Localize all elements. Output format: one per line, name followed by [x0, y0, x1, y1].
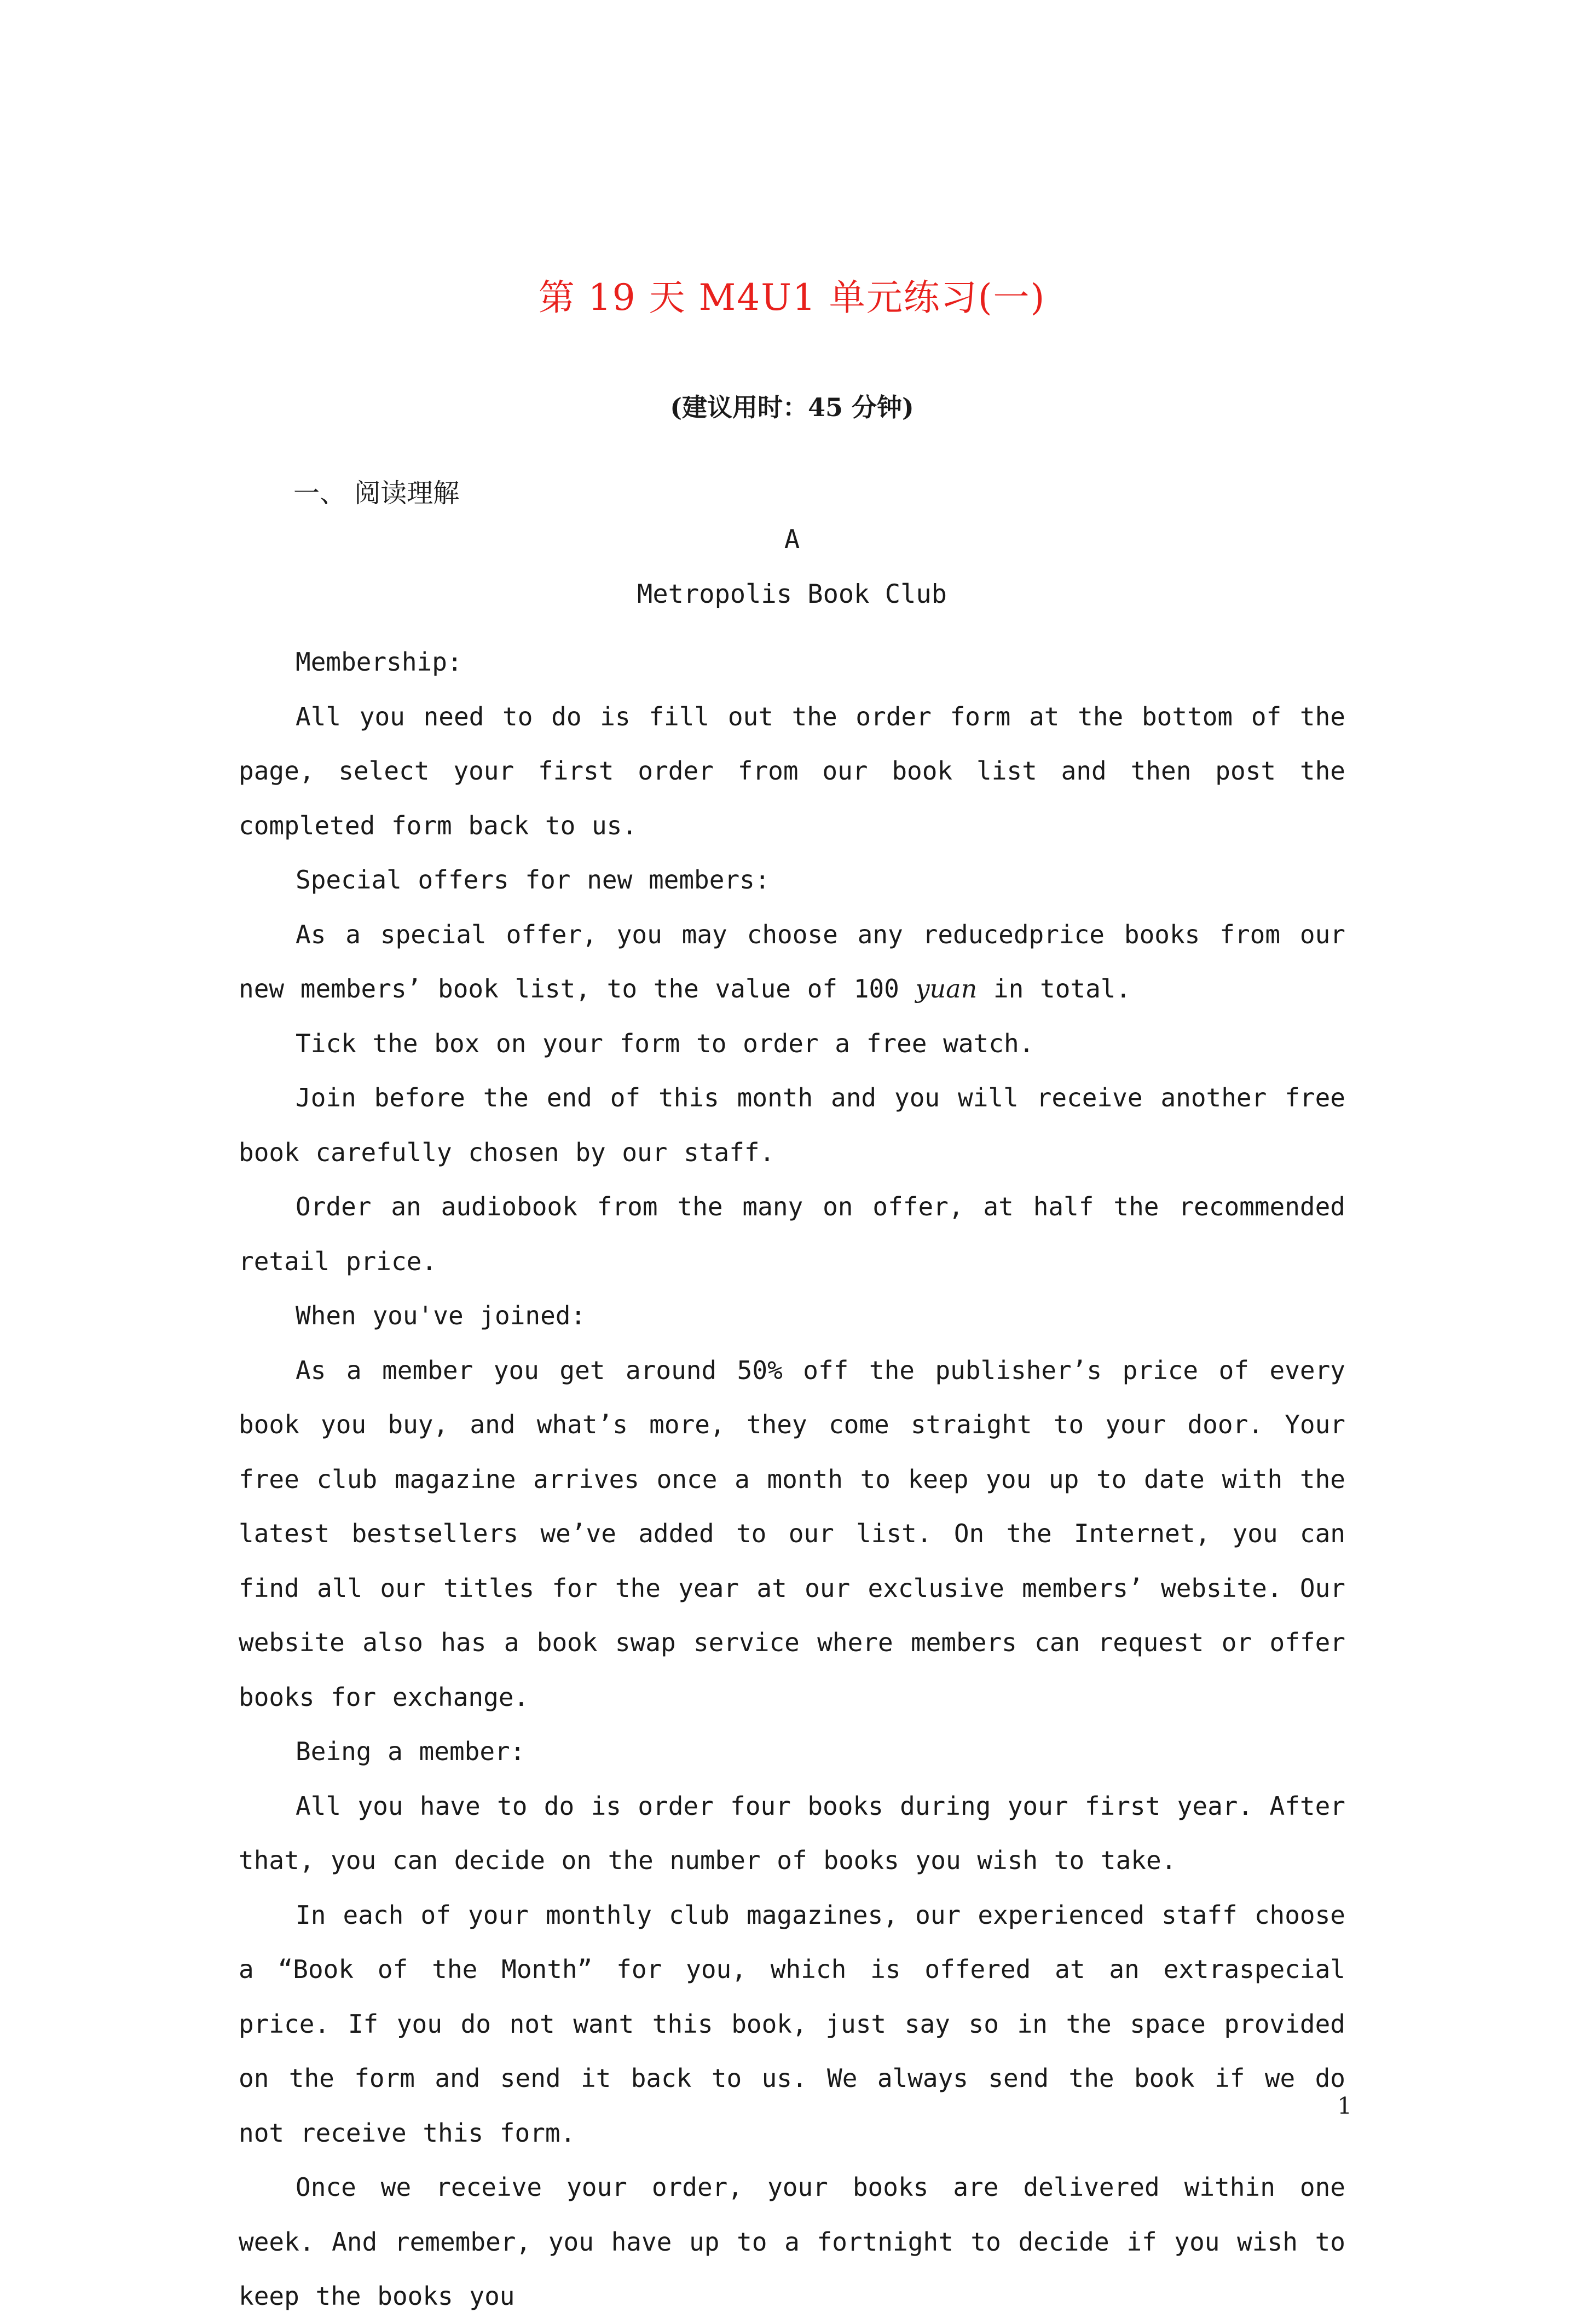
section-heading: 一、 阅读理解	[293, 478, 460, 509]
membership-heading: Membership:	[296, 647, 463, 677]
being-member-paragraph: All you have to do is order four books during your first year. After that, you can decide on the number of books you wish to take.	[239, 1791, 1345, 1875]
passage-label: A	[784, 524, 800, 555]
offer-reduced-books	[239, 908, 1345, 1017]
being-member-heading: Being a member:	[296, 1737, 525, 1766]
offer-reduced-before: As a special offer, you may choose any reducedprice books from our new members’ book list, to the value of 100	[239, 919, 1345, 1004]
passage-body	[239, 635, 1345, 2324]
joined-paragraph: As a member you get around 50% off the publisher’s price of every book you buy, and what’s more, they come straight to your door. Your free club magazine arrives once a month to keep you up to date with the latest bestsellers we’ve added to our list. On the Internet, you can find all our titles for the year at our exclusive members’ website. Our website also has a book swap service where members can request or offer books for exchange.	[239, 1355, 1345, 1712]
offer-free-book: Join before the end of this month and you will receive another free book carefully chosen by our staff.	[239, 1083, 1345, 1167]
offer-free-watch: Tick the box on your form to order a free watch.	[296, 1028, 1034, 1058]
offers-heading: Special offers for new members:	[296, 865, 770, 895]
offer-reduced-after: in total.	[977, 974, 1131, 1004]
currency-yuan: yuan	[915, 974, 978, 1004]
joined-heading: When you've joined:	[296, 1301, 586, 1330]
offer-audiobook: Order an audiobook from the many on offer, at half the recommended retail price.	[239, 1192, 1345, 1276]
delivery-paragraph: Once we receive your order, your books are delivered within one week. And remember, you have up to a fortnight to decide if you wish to keep the books you	[239, 2172, 1345, 2311]
book-of-month-paragraph: In each of your monthly club magazines, our experienced staff choose a “Book of the Month” for you, which is offered at an extraspecial price. If you do not want this book, just say so in the space provided on the form and send it back to us. We always send the book if we do not receive this form.	[239, 1900, 1345, 2148]
page-title: 第 19 天 M4U1 单元练习(一)	[538, 276, 1046, 319]
membership-paragraph: All you need to do is fill out the order form at the bottom of the page, select your first order from our book list and then post the completed form back to us.	[239, 701, 1345, 840]
page-number: 1	[1337, 2092, 1352, 2119]
passage-title: Metropolis Book Club	[637, 579, 947, 609]
suggested-time: (建议用时：45 分钟)	[670, 393, 914, 422]
